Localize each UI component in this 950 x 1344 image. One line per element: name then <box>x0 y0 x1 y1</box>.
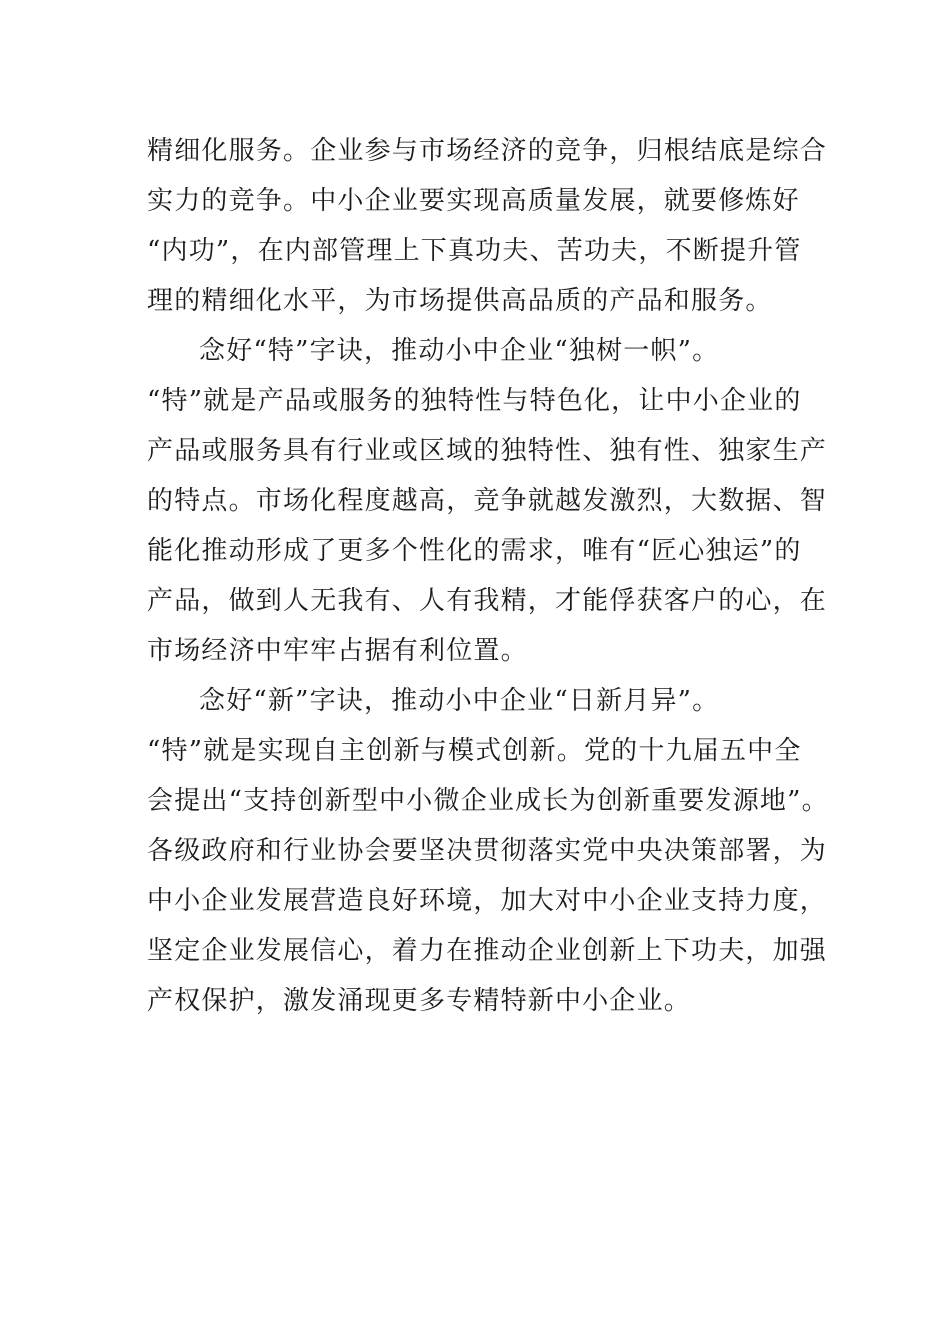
text-line: 中小企业发展营造良好环境，加大对中小企业支持力度， <box>147 886 828 916</box>
text-line: 精细化服务。企业参与市场经济的竞争，归根结底是综合 <box>147 136 828 166</box>
text-line: 实力的竞争。中小企业要实现高质量发展，就要修炼好 <box>147 186 800 216</box>
text-line: 会提出“支持创新型中小微企业成长为创新重要发源地”。 <box>147 786 829 816</box>
text-line: 的特点。市场化程度越高，竞争就越发激烈，大数据、智 <box>147 486 828 516</box>
text-line: “特”就是实现自主创新与模式创新。党的十九届五中全 <box>147 736 802 766</box>
text-line: 产品或服务具有行业或区域的独特性、独有性、独家生产 <box>147 436 828 466</box>
text-line: 各级政府和行业协会要坚决贯彻落实党中央决策部署，为 <box>147 836 828 866</box>
section-heading-xin: 念好“新”字诀，推动小中企业“日新月异”。 <box>199 686 720 716</box>
text-line: 理的精细化水平，为市场提供高品质的产品和服务。 <box>147 286 773 316</box>
text-line: “内功”，在内部管理上下真功夫、苦功夫，不断提升管 <box>147 236 802 266</box>
text-line: 能化推动形成了更多个性化的需求，唯有“匠心独运”的 <box>147 536 802 566</box>
text-line: 市场经济中牢牢占据有利位置。 <box>147 636 528 666</box>
text-line: 坚定企业发展信心，着力在推动企业创新上下功夫，加强 <box>147 936 828 966</box>
text-line: “特”就是产品或服务的独特性与特色化，让中小企业的 <box>147 386 802 416</box>
text-line: 产权保护，激发涌现更多专精特新中小企业。 <box>147 986 692 1016</box>
section-heading-te: 念好“特”字诀，推动小中企业“独树一帜”。 <box>199 336 720 366</box>
text-line: 产品，做到人无我有、人有我精，才能俘获客户的心，在 <box>147 586 828 616</box>
body-text <box>147 126 829 1026</box>
